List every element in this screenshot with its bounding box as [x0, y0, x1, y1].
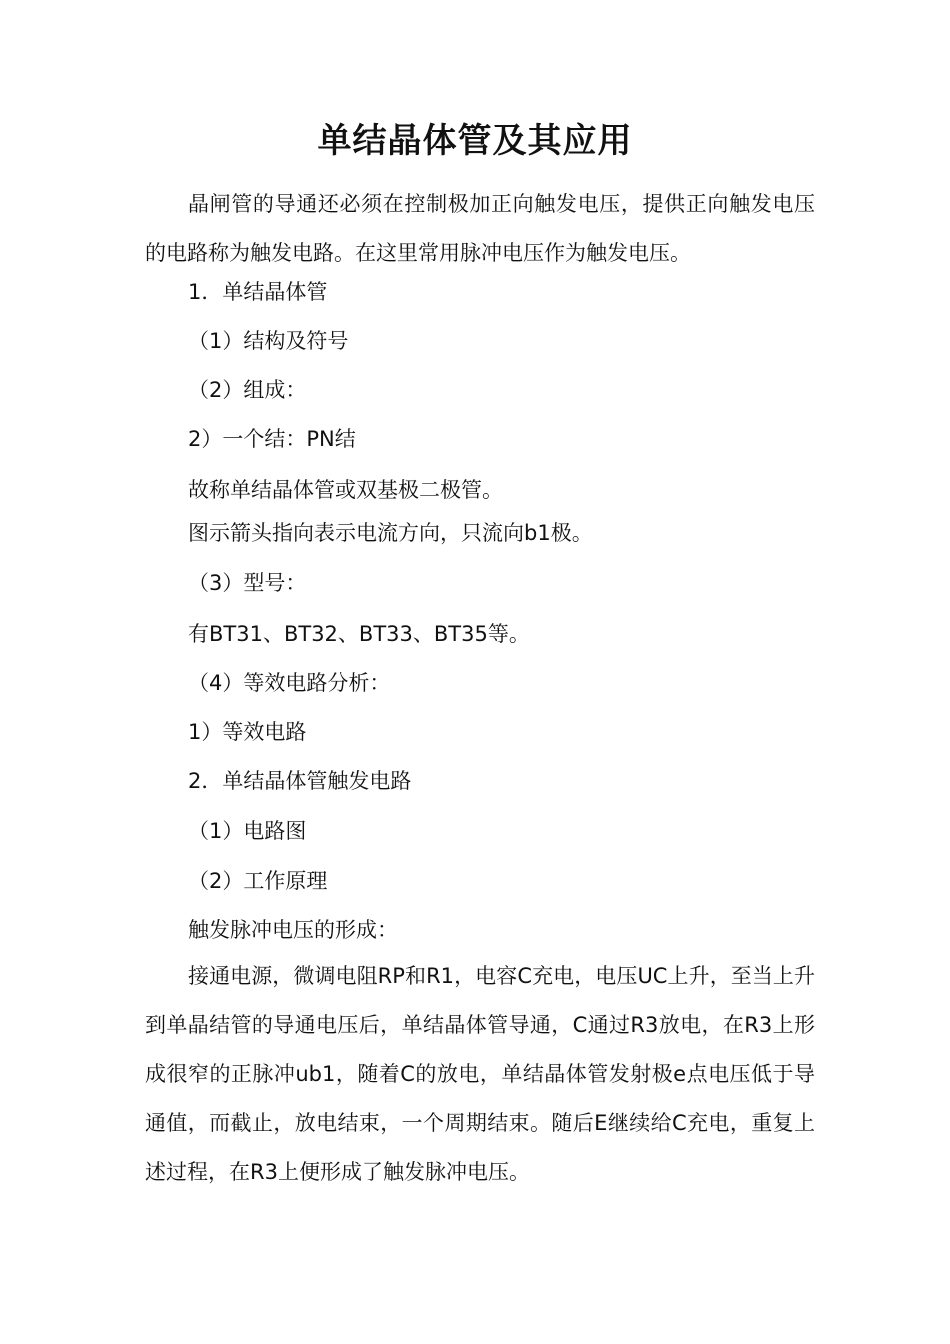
model-list: 有BT31、BT32、BT33、BT35等。: [188, 622, 530, 646]
section-1-heading: 1．单结晶体管: [188, 280, 328, 304]
subsection-equivalent: （4）等效电路分析：: [188, 671, 391, 695]
equivalent-circuit-line: 1）等效电路: [188, 720, 307, 744]
subsection-composition: （2）组成：: [188, 378, 307, 402]
intro-paragraph: 晶闸管的导通还必须在控制极加正向触发电压，提供正向触发电压的电路称为触发电路。在这里常用脉冲电压作为触发电压。: [145, 192, 815, 265]
subsection-structure: （1）结构及符号: [188, 329, 349, 353]
principle-paragraph: 接通电源，微调电阻RP和R1，电容C充电，电压UC上升，至当上升到单晶结管的导通电压后，单结晶体管导通，C通过R3放电，在R3上形成很窄的正脉冲ub1，随着C的放电，单结晶体管发射极e点电压低于导通值，而截止，放电结束，一个周期结束。随后E继续给C充电，重复上述过程，在R3上便形成了触发脉冲电压。: [145, 964, 815, 1184]
subsection-circuit-diagram: （1）电路图: [188, 819, 307, 843]
document-title: 单结晶体管及其应用: [317, 121, 633, 161]
composition-item: 2）一个结：PN结: [188, 427, 356, 451]
subsection-working-principle: （2）工作原理: [188, 869, 328, 893]
subsection-model: （3）型号：: [188, 571, 307, 595]
section-2-heading: 2．单结晶体管触发电路: [188, 769, 412, 793]
arrow-note: 图示箭头指向表示电流方向，只流向b1极。: [188, 521, 593, 545]
naming-line: 故称单结晶体管或双基极二极管。: [188, 478, 503, 502]
pulse-formation-heading: 触发脉冲电压的形成：: [188, 918, 398, 942]
